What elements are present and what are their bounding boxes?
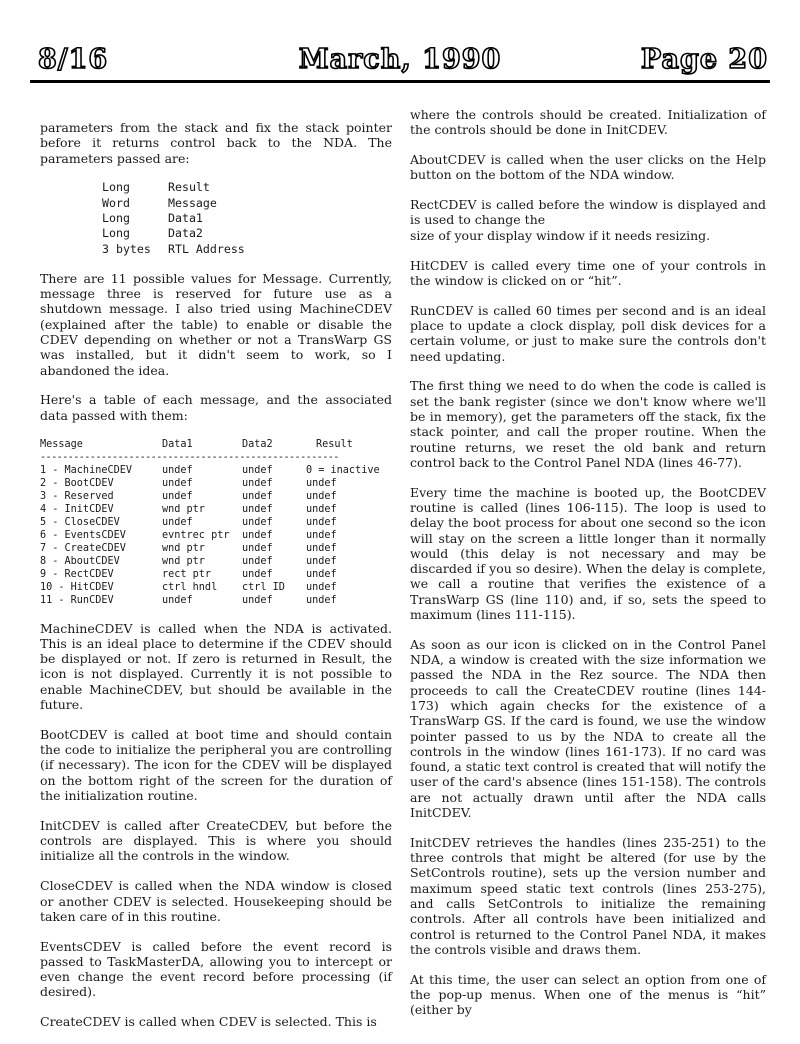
table-cell: 0 = inactive xyxy=(306,464,380,476)
paragraph: At this time, the user can select an option from one of the pop-up menus. When one of the menus is “hit” (either by xyxy=(410,971,766,1018)
paragraph: CreateCDEV is called when CDEV is selected. This is xyxy=(40,1014,377,1030)
table-cell: 10 - HitCDEV xyxy=(40,581,114,593)
table-body xyxy=(40,464,392,607)
table-cell: undef xyxy=(242,464,273,476)
table-cell: rect ptr xyxy=(162,568,212,580)
table-row xyxy=(40,542,392,555)
table-cell: 3 - Reserved xyxy=(40,490,114,502)
table-cell: undef xyxy=(306,503,337,515)
table-cell: 5 - CloseCDEV xyxy=(40,516,120,528)
param-name: RTL Address xyxy=(168,241,245,256)
table-cell: undef xyxy=(242,490,273,502)
table-row xyxy=(40,568,392,581)
paragraph: InitCDEV is called after CreateCDEV, but before the controls are displayed. This is where you should initialize all the controls in the window. xyxy=(40,817,392,864)
table-cell: 4 - InitCDEV xyxy=(40,503,114,515)
paragraph: AboutCDEV is called when the user clicks on the Help button on the bottom of the NDA window. xyxy=(410,152,766,183)
table-row xyxy=(40,581,392,594)
param-type: Word xyxy=(102,195,130,210)
table-cell: undef xyxy=(162,477,193,489)
paragraph: EventsCDEV is called before the event record is passed to TaskMasterDA, allowing you to intercept or even change the event record before processing (if desired). xyxy=(40,938,392,1000)
table-cell: undef xyxy=(306,542,337,554)
table-cell: ctrl ID xyxy=(242,581,285,593)
param-name: Data1 xyxy=(168,210,203,225)
param-type: Long xyxy=(102,226,130,241)
parameter-row xyxy=(102,196,392,211)
right-column xyxy=(410,107,766,1032)
table-cell: undef xyxy=(242,516,273,528)
table-cell: undef xyxy=(306,529,337,541)
paragraph: The first thing we need to do when the code is called is set the bank register (since we don't know where we'll be in memory), get the parameters off the stack, fix the stack pointer, and call the proper routine. When the routine returns, we reset the old bank and return control back to the Control Panel NDA (lines 46-77). xyxy=(410,378,766,470)
table-row xyxy=(40,490,392,503)
paragraph: RectCDEV is called before the window is displayed and is used to change the size of your display window if it needs resizing. xyxy=(410,197,766,243)
parameter-row xyxy=(102,180,392,195)
paragraph: BootCDEV is called at boot time and should contain the code to initialize the peripheral you are controlling (if necessary). The icon for the CDEV will be displayed on the bottom right of the screen for the duration of the initialization routine. xyxy=(40,726,392,804)
table-cell: undef xyxy=(162,490,193,502)
param-name: Message xyxy=(168,195,217,210)
paragraph: There are 11 possible values for Message. Currently, message three is reserved for future use as a shutdown message. I also tried using MachineCDEV (explained after the table) to enable or disable the CDEV depending on whether or not a TransWarp GS was installed, but it didn't seem to work, so I abandoned the idea. xyxy=(40,270,392,378)
parameter-row xyxy=(102,242,392,257)
column-header: Message xyxy=(40,438,83,450)
table-row xyxy=(40,464,392,477)
table-cell: undef xyxy=(162,516,193,528)
table-cell: undef xyxy=(242,477,273,489)
paragraph: RunCDEV is called 60 times per second and is an ideal place to update a clock display, poll disk devices for a certain volume, or just to make sure the controls don't need updating. xyxy=(410,302,766,364)
table-cell: undef xyxy=(242,594,273,606)
param-type: Long xyxy=(102,210,130,225)
table-cell: 8 - AboutCDEV xyxy=(40,555,120,567)
header-rule xyxy=(30,80,770,83)
table-cell: 6 - EventsCDEV xyxy=(40,529,126,541)
table-cell: undef xyxy=(306,490,337,502)
table-cell: undef xyxy=(306,581,337,593)
param-name: Data2 xyxy=(168,226,203,241)
table-cell: undef xyxy=(306,568,337,580)
paragraph: As soon as our icon is clicked on in the Control Panel NDA, a window is created with the size information we passed the NDA in the Rez source. The NDA then proceeds to call the CreateCDEV routine (lines 144-173) which again checks for the existence of a TransWarp GS. If the card is found, we use the window pointer passed to us by the NDA to create all the controls in the window (lines 161-173). If no card was found, a static text control is created that will notify the user of the card's absence (lines 151-158). The controls are not actually drawn until after the NDA calls InitCDEV. xyxy=(410,636,766,821)
table-cell: undef xyxy=(306,555,337,567)
table-cell: undef xyxy=(306,477,337,489)
table-row xyxy=(40,555,392,568)
issue-number: 8/16 xyxy=(38,44,109,75)
page-header xyxy=(30,42,770,82)
table-header-row xyxy=(40,438,392,451)
paragraph: parameters from the stack and fix the stack pointer before it returns control back to the NDA. The parameters passed are: xyxy=(40,120,392,166)
message-table xyxy=(40,438,392,607)
param-type: 3 bytes xyxy=(102,241,151,256)
paragraph: InitCDEV retrieves the handles (lines 235-251) to the three controls that might be altered (for use by the SetControls routine), sets up the version number and maximum speed static text controls (lines 253-275), and calls SetControls to initialize the remaining controls. After all controls have been initialized and control is returned to the Control Panel NDA, it makes the controls visible and draws them. xyxy=(410,834,766,957)
table-cell: 1 - MachineCDEV xyxy=(40,464,133,476)
page-number: Page 20 xyxy=(640,44,768,75)
table-cell: ctrl hndl xyxy=(162,581,218,593)
table-cell: undef xyxy=(242,555,273,567)
parameter-row xyxy=(102,226,392,241)
table-cell: undef xyxy=(306,594,337,606)
paragraph: MachineCDEV is called when the NDA is activated. This is an ideal place to determine if the CDEV should be displayed or not. If zero is returned in Result, the icon is not displayed. Currently it is not possible to enable MachineCDEV, but should be available in the future. xyxy=(40,620,392,713)
table-cell: undef xyxy=(242,529,273,541)
table-cell: 11 - RunCDEV xyxy=(40,594,114,606)
parameter-row xyxy=(102,211,392,226)
table-row xyxy=(40,503,392,516)
table-cell: 2 - BootCDEV xyxy=(40,477,114,489)
table-cell: undef xyxy=(242,542,273,554)
table-cell: wnd ptr xyxy=(162,503,205,515)
table-separator: ------------------------------------------------------ xyxy=(40,451,339,463)
column-header: Result xyxy=(316,438,353,450)
table-cell: 7 - CreateCDEV xyxy=(40,542,126,554)
table-row xyxy=(40,594,392,607)
column-header: Data2 xyxy=(242,438,273,450)
table-cell: wnd ptr xyxy=(162,555,205,567)
paragraph: Every time the machine is booted up, the BootCDEV routine is called (lines 106-115). The loop is used to delay the boot process for about one second so the icon will stay on the screen a little longer than it normally would (this delay is not necessary and may be discarded if you so desire). When the delay is complete, we call a routine that verifies the existence of a TransWarp GS (line 110) and, if so, sets the speed to maximum (lines 111-115). xyxy=(410,484,766,623)
param-name: Result xyxy=(168,180,210,195)
paragraph: where the controls should be created. Initialization of the controls should be done in InitCDEV. xyxy=(410,107,766,138)
table-cell: undef xyxy=(242,503,273,515)
table-row xyxy=(40,516,392,529)
left-column xyxy=(40,107,392,1044)
column-header: Data1 xyxy=(162,438,193,450)
table-cell: undef xyxy=(306,516,337,528)
param-type: Long xyxy=(102,180,130,195)
table-cell: undef xyxy=(162,464,193,476)
paragraph: CloseCDEV is called when the NDA window is closed or another CDEV is selected. Housekeeping should be taken care of in this routine. xyxy=(40,878,392,924)
parameter-list xyxy=(102,180,392,256)
table-cell: undef xyxy=(242,568,273,580)
issue-date: March, 1990 xyxy=(298,44,502,75)
table-cell: evntrec ptr xyxy=(162,529,230,541)
table-row xyxy=(40,529,392,542)
paragraph: HitCDEV is called every time one of your controls in the window is clicked on or “hit”. xyxy=(410,257,766,288)
table-row xyxy=(40,477,392,490)
table-cell: 9 - RectCDEV xyxy=(40,568,114,580)
table-cell: wnd ptr xyxy=(162,542,205,554)
table-cell: undef xyxy=(162,594,193,606)
paragraph: Here's a table of each message, and the associated data passed with them: xyxy=(40,392,392,423)
